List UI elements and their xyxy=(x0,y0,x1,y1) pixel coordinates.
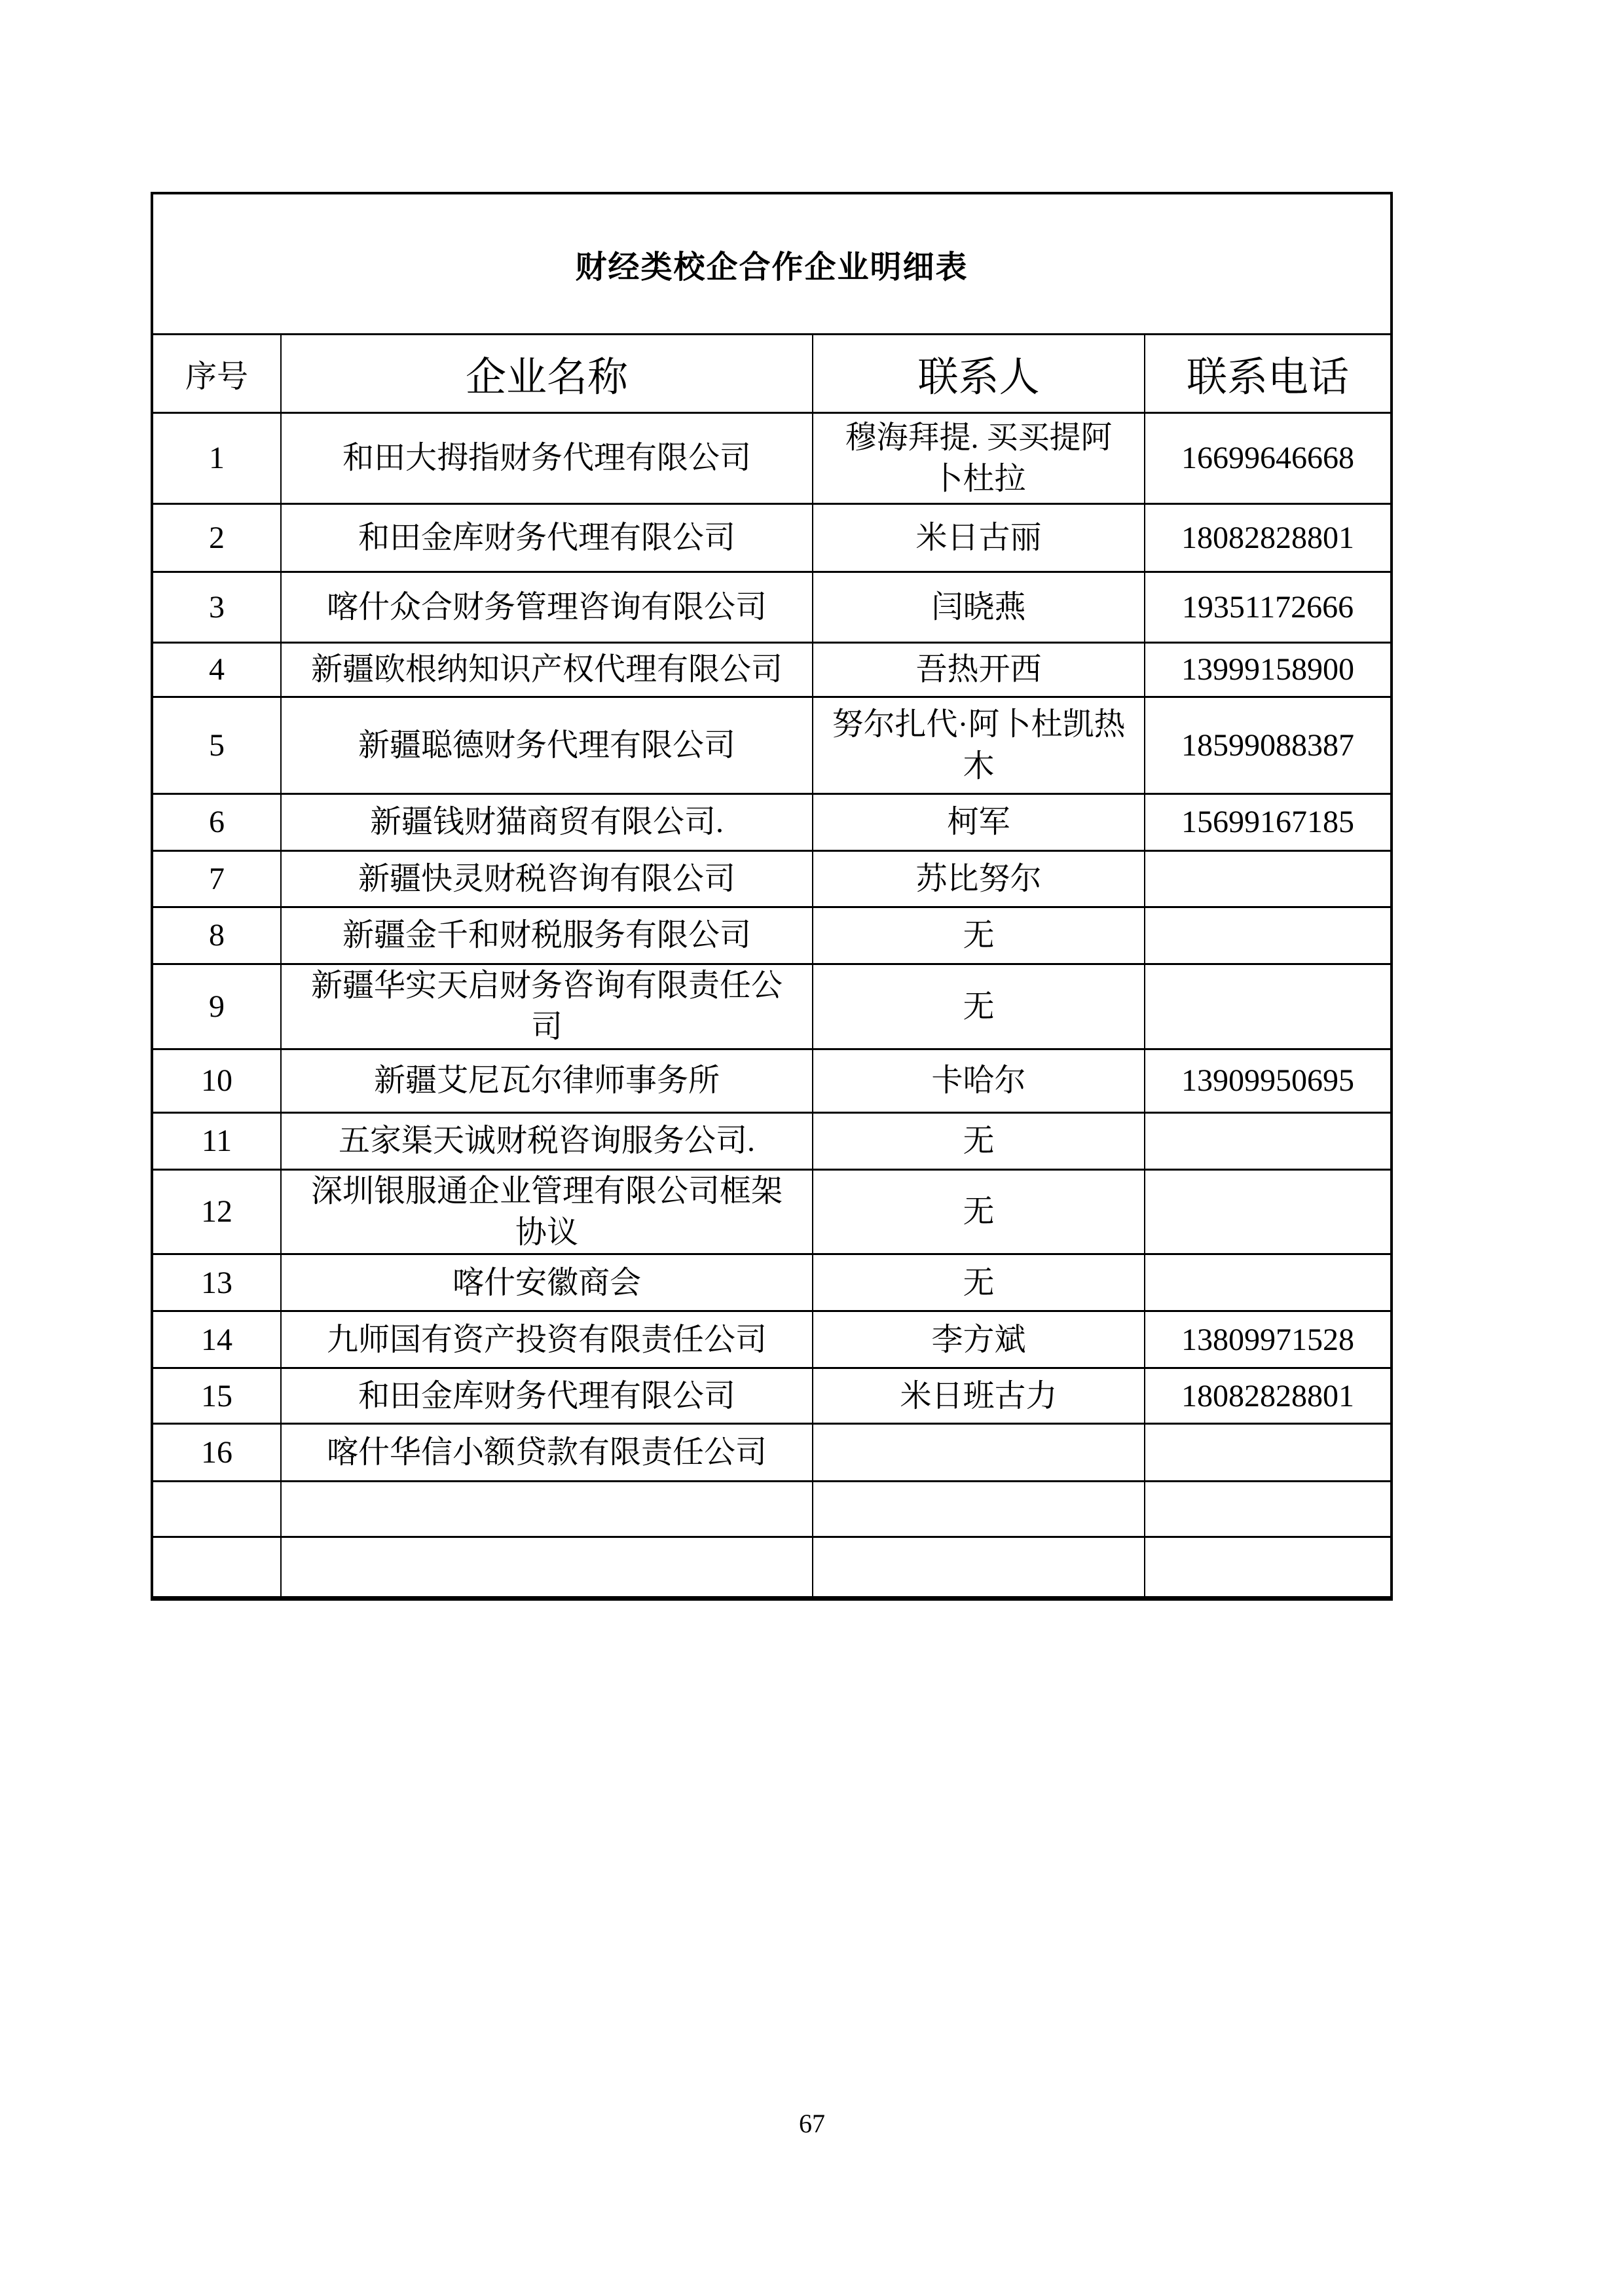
cell-serial-number: 3 xyxy=(152,572,281,643)
cell-serial-number: 14 xyxy=(152,1311,281,1368)
cell-contact-phone: 15699167185 xyxy=(1145,794,1392,851)
cell-contact-phone: 18082828801 xyxy=(1145,504,1392,572)
cell-company-name: 五家渠天诚财税咨询服务公司. xyxy=(281,1112,813,1169)
cell-contact-phone: 13809971528 xyxy=(1145,1311,1392,1368)
table-row xyxy=(152,1049,1392,1112)
cell-company-name: 喀什众合财务管理咨询有限公司 xyxy=(281,572,813,643)
cell-company-name: 深圳银服通企业管理有限公司框架协议 xyxy=(281,1169,813,1254)
cell-contact-phone xyxy=(1145,1112,1392,1169)
cell-company-name: 和田金库财务代理有限公司 xyxy=(281,504,813,572)
cell-company-name xyxy=(281,1482,813,1537)
table-row xyxy=(152,504,1392,572)
cell-contact-person xyxy=(813,1424,1145,1482)
cell-contact-person: 穆海拜提. 买买提阿卜杜拉 xyxy=(813,413,1145,504)
cell-contact-person xyxy=(813,1482,1145,1537)
cell-contact-phone xyxy=(1145,907,1392,964)
cell-contact-person xyxy=(813,1537,1145,1599)
cell-contact-phone xyxy=(1145,1169,1392,1254)
cell-contact-phone: 16699646668 xyxy=(1145,413,1392,504)
cell-serial-number: 7 xyxy=(152,851,281,907)
table-row xyxy=(152,1254,1392,1311)
cell-contact-phone: 18082828801 xyxy=(1145,1368,1392,1424)
cell-serial-number: 2 xyxy=(152,504,281,572)
cell-serial-number: 4 xyxy=(152,643,281,697)
cell-serial-number: 8 xyxy=(152,907,281,964)
cell-contact-person: 努尔扎代·阿卜杜凯热木 xyxy=(813,697,1145,794)
cell-contact-person: 米日古丽 xyxy=(813,504,1145,572)
table-title: 财经类校企合作企业明细表 xyxy=(152,193,1392,335)
cell-serial-number: 11 xyxy=(152,1112,281,1169)
cell-company-name: 和田大拇指财务代理有限公司 xyxy=(281,413,813,504)
cell-company-name xyxy=(281,1537,813,1599)
cell-contact-person: 无 xyxy=(813,964,1145,1049)
header-contact-person: 联系人 xyxy=(813,335,1145,413)
cell-contact-person: 柯军 xyxy=(813,794,1145,851)
header-serial-number: 序号 xyxy=(152,335,281,413)
cell-company-name: 新疆钱财猫商贸有限公司. xyxy=(281,794,813,851)
table-row xyxy=(152,1537,1392,1599)
table-header-row xyxy=(152,335,1392,413)
cell-serial-number xyxy=(152,1537,281,1599)
cell-contact-person: 苏比努尔 xyxy=(813,851,1145,907)
cell-serial-number: 9 xyxy=(152,964,281,1049)
header-company-name: 企业名称 xyxy=(281,335,813,413)
cell-serial-number: 13 xyxy=(152,1254,281,1311)
cell-contact-person: 卡哈尔 xyxy=(813,1049,1145,1112)
cell-contact-phone xyxy=(1145,851,1392,907)
cell-contact-phone xyxy=(1145,1537,1392,1599)
cell-contact-phone xyxy=(1145,1482,1392,1537)
cell-contact-person: 李方斌 xyxy=(813,1311,1145,1368)
cell-serial-number: 10 xyxy=(152,1049,281,1112)
cell-company-name: 喀什华信小额贷款有限责任公司 xyxy=(281,1424,813,1482)
cell-contact-person: 闫晓燕 xyxy=(813,572,1145,643)
cell-serial-number: 5 xyxy=(152,697,281,794)
cell-company-name: 九师国有资产投资有限责任公司 xyxy=(281,1311,813,1368)
cell-contact-phone: 18599088387 xyxy=(1145,697,1392,794)
cell-company-name: 新疆欧根纳知识产权代理有限公司 xyxy=(281,643,813,697)
cell-serial-number xyxy=(152,1482,281,1537)
cell-contact-phone: 13909950695 xyxy=(1145,1049,1392,1112)
table-row xyxy=(152,794,1392,851)
cell-contact-phone xyxy=(1145,1254,1392,1311)
table-row xyxy=(152,851,1392,907)
cell-company-name: 和田金库财务代理有限公司 xyxy=(281,1368,813,1424)
table-row xyxy=(152,1482,1392,1537)
cell-contact-person: 无 xyxy=(813,1112,1145,1169)
cell-contact-phone: 13999158900 xyxy=(1145,643,1392,697)
table-row xyxy=(152,1112,1392,1169)
cooperation-enterprise-table xyxy=(151,192,1393,1601)
table-row xyxy=(152,572,1392,643)
cell-company-name: 新疆华实天启财务咨询有限责任公司 xyxy=(281,964,813,1049)
cell-contact-phone xyxy=(1145,1424,1392,1482)
cell-contact-phone xyxy=(1145,964,1392,1049)
cell-serial-number: 12 xyxy=(152,1169,281,1254)
table-row xyxy=(152,1368,1392,1424)
cell-company-name: 新疆快灵财税咨询有限公司 xyxy=(281,851,813,907)
cell-contact-person: 吾热开西 xyxy=(813,643,1145,697)
table-row xyxy=(152,964,1392,1049)
cell-contact-person: 无 xyxy=(813,907,1145,964)
header-contact-phone: 联系电话 xyxy=(1145,335,1392,413)
cell-serial-number: 1 xyxy=(152,413,281,504)
cell-company-name: 新疆聪德财务代理有限公司 xyxy=(281,697,813,794)
cell-company-name: 新疆艾尼瓦尔律师事务所 xyxy=(281,1049,813,1112)
table-row xyxy=(152,1169,1392,1254)
cell-serial-number: 15 xyxy=(152,1368,281,1424)
cell-contact-person: 米日班古力 xyxy=(813,1368,1145,1424)
table-row xyxy=(152,643,1392,697)
cell-serial-number: 6 xyxy=(152,794,281,851)
table-row xyxy=(152,907,1392,964)
table-row xyxy=(152,1424,1392,1482)
cell-contact-person: 无 xyxy=(813,1254,1145,1311)
cell-company-name: 新疆金千和财税服务有限公司 xyxy=(281,907,813,964)
cell-contact-person: 无 xyxy=(813,1169,1145,1254)
table-row xyxy=(152,697,1392,794)
cell-contact-phone: 19351172666 xyxy=(1145,572,1392,643)
cell-company-name: 喀什安徽商会 xyxy=(281,1254,813,1311)
table-row xyxy=(152,413,1392,504)
cell-serial-number: 16 xyxy=(152,1424,281,1482)
table-title-row xyxy=(152,193,1392,335)
page-number: 67 xyxy=(799,2109,825,2138)
table-row xyxy=(152,1311,1392,1368)
